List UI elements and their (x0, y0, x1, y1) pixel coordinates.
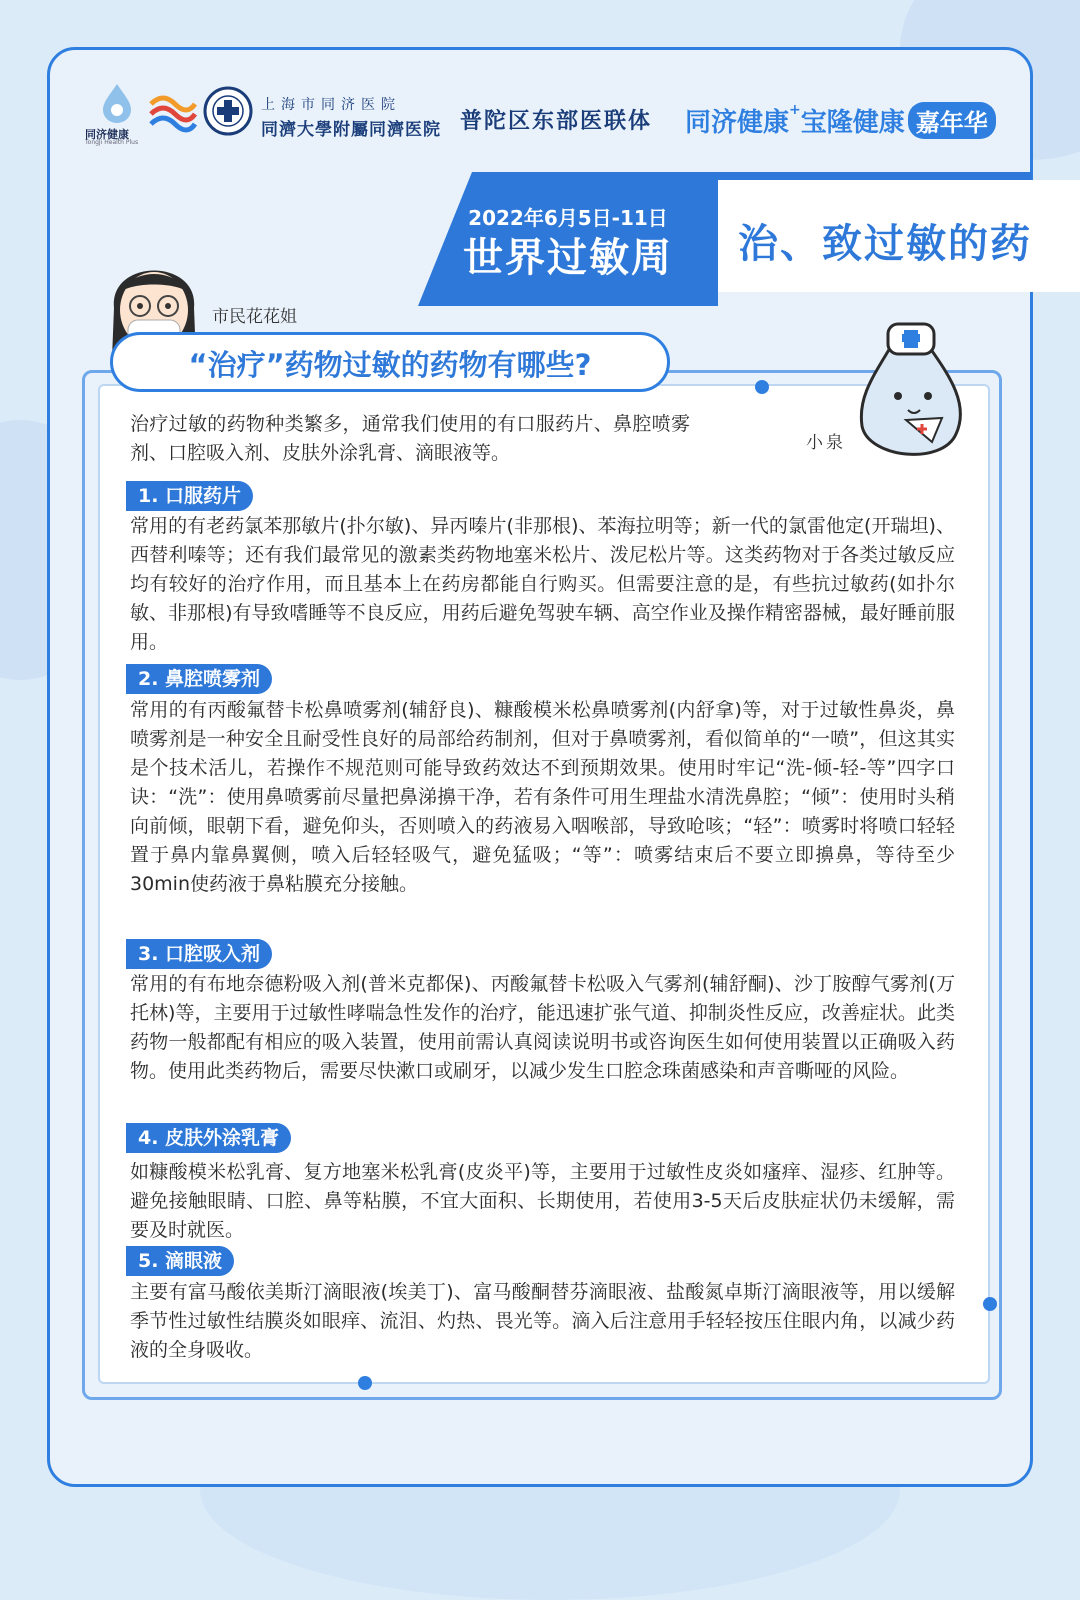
district-name: 普陀区东部医联体 (460, 109, 653, 134)
mascot-drop-icon (852, 318, 972, 468)
section-body-nasal: 常用的有丙酸氟替卡松鼻喷雾剂(辅舒良)、糠酸模米松鼻喷雾剂(内舒拿)等，对于过敏性鼻炎，鼻喷雾剂是一种安全且耐受性良好的局部给药制剂，但对于鼻喷雾剂，看似简单的“一喷”，但这其实是个技术活儿，若操作不规范则可能导致药效达不到预期效果。使用时牢记“洗-倾-轻-等”四字口诀：“洗”：使用鼻喷雾前尽量把鼻涕擤干净，若有条件可用生理盐水清洗鼻腔；“倾”：使用时头稍向前倾，眼朝下看，避免仰头，否则喷入的药液易入咽喉部，导致呛咳；“轻”：喷雾时将喷口轻轻置于鼻内靠鼻翼侧，喷入后轻轻吸气，避免猛吸；“等”：喷雾结束后不要立即擤鼻，等待至少30min使药液于鼻粘膜充分接触。 (130, 699, 955, 895)
brand-name: 同济健康 (85, 128, 129, 141)
section-body-eyedrops: 主要有富马酸依美斯汀滴眼液(埃美丁)、富马酸酮替芬滴眼液、盐酸氮卓斯汀滴眼液等，用以缓解季节性过敏性结膜炎如眼痒、流泪、灼热、畏光等。滴入后注意用手轻轻按压住眼内角，以减少药液的全身吸收。 (130, 1281, 955, 1361)
hospital-name-affiliated: 同濟大學附屬同濟医院 (261, 120, 441, 140)
slogan-part-b: 宝隆健康 (800, 108, 905, 138)
tongji-health-logo-icon (99, 82, 135, 124)
page-title: 治、致过敏的药 (738, 221, 1032, 267)
slogan-tag: 嘉年华 (908, 102, 996, 139)
section-body-oral: 常用的有老药氯苯那敏片(扑尔敏)、异丙嗪片(非那根)、苯海拉明等；新一代的氯雷他定(开瑞坦)、西替利嗪等；还有我们最常见的激素类药物地塞米松片、泼尼松片等。这类药物对于各类过敏反应均有较好的治疗作用，而且基本上在药房都能自行购买。但需要注意的是，有些抗过敏药(如扑尔敏、非那根)有导致嗜睡等不良反应，用药后避免驾驶车辆、高空作业及操作精密器械，最好睡前服用。 (130, 515, 955, 653)
question-text: “治疗”药物过敏的药物有哪些? (188, 348, 592, 382)
section-title-oral: 1. 口服药片 (126, 481, 253, 511)
intro-paragraph: 治疗过敏的药物种类繁多，通常我们使用的有口服药片、鼻腔喷雾剂、口腔吸入剂、皮肤外涂乳膏、滴眼液等。 (130, 413, 690, 464)
slogan-plus: + (789, 102, 801, 118)
decor-dot (358, 1376, 372, 1390)
decor-dot (755, 380, 769, 394)
wave-logo-icon (147, 90, 197, 136)
section-body-inhaler: 常用的有布地奈德粉吸入剂(普米克都保)、丙酸氟替卡松吸入气雾剂(辅舒酮)、沙丁胺醇气雾剂(万托林)等，主要用于过敏性哮喘急性发作的治疗，能迅速扩张气道、抑制炎性反应，改善症状。此类药物一般都配有相应的吸入装置，使用前需认真阅读说明书或咨询医生如何使用装置以正确吸入药物。使用此类药物后，需要尽快漱口或刷牙，以减少发生口腔念珠菌感染和声音嘶哑的风险。 (130, 973, 955, 1082)
slogan-part-a: 同济健康 (685, 108, 790, 138)
brand-subtitle: TongJi Health Plus (85, 139, 139, 146)
banner-date: 2022年6月5日-11日 (468, 206, 668, 230)
hospital-name-cn: 上海市同济医院 (261, 97, 401, 113)
section-title-nasal: 2. 鼻腔喷雾剂 (126, 664, 272, 694)
banner-week-title: 世界过敏周 (463, 235, 673, 281)
decor-dot (983, 1297, 997, 1311)
section-title-cream: 4. 皮肤外涂乳膏 (126, 1123, 291, 1153)
section-title-inhaler: 3. 口腔吸入剂 (126, 939, 272, 969)
hospital-seal-icon (203, 86, 253, 136)
section-title-eyedrops: 5. 滴眼液 (126, 1246, 234, 1276)
question-bubble (110, 332, 670, 392)
section-body-cream: 如糠酸模米松乳膏、复方地塞米松乳膏(皮炎平)等，主要用于过敏性皮炎如瘙痒、湿疹、红肿等。避免接触眼睛、口腔、鼻等粘膜，不宜大面积、长期使用，若使用3-5天后皮肤症状仍未缓解，需要及时就医。 (130, 1161, 955, 1241)
girl-character-name: 市民花花姐 (212, 307, 297, 327)
mascot-name: 小泉 (806, 433, 846, 453)
header-logos (85, 82, 1005, 152)
event-slogan (685, 102, 996, 139)
